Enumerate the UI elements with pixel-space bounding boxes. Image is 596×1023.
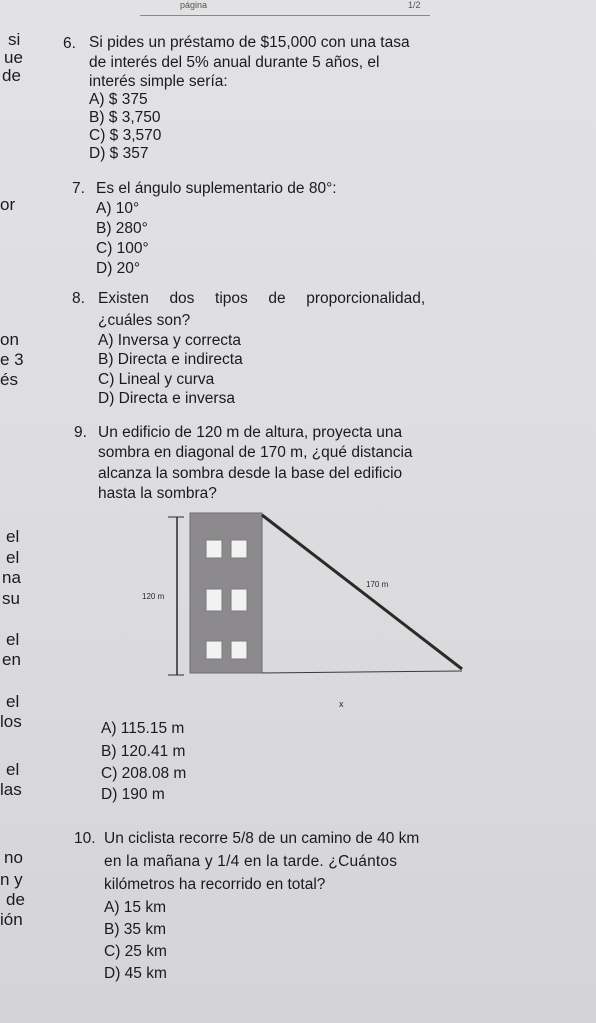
building-window [206, 589, 222, 611]
answer-option: D) 45 km [104, 965, 167, 982]
question-text-line: kilómetros ha recorrido en total? [104, 876, 326, 893]
question-text-line: Un edificio de 120 m de altura, proyecta una [98, 424, 403, 441]
question-number: 6. [63, 35, 76, 52]
shadow-diagonal [262, 515, 462, 669]
question-text-line: ¿cuáles son? [98, 312, 191, 329]
question-text-line: en la mañana y 1/4 en la tarde. ¿Cuántos [104, 853, 398, 870]
question-number: 9. [74, 424, 87, 441]
question-text-line: Si pides un préstamo de $15,000 con una tasa [89, 34, 410, 51]
margin-word: si [8, 30, 21, 49]
margin-word: el [6, 760, 20, 779]
margin-word: el [6, 630, 20, 649]
margin-word: ue [4, 48, 23, 67]
margin-word: las [0, 780, 22, 799]
ground-line [262, 671, 462, 673]
answer-option: D) $ 357 [89, 145, 149, 162]
margin-word: n y [0, 870, 23, 889]
building-shadow-figure [140, 505, 470, 715]
question-text-line: alcanza la sombra desde la base del edificio [98, 465, 403, 482]
answer-option: A) 10° [96, 200, 140, 217]
answer-option: A) $ 375 [89, 91, 148, 108]
question-text-line: hasta la sombra? [98, 485, 217, 502]
answer-option: C) 208.08 m [101, 765, 187, 782]
building [190, 513, 262, 673]
building-window [206, 540, 222, 558]
question-text-line: de interés del 5% anual durante 5 años, el [89, 54, 380, 71]
answer-option: B) 35 km [104, 921, 167, 938]
margin-word: el [6, 548, 20, 567]
question-text-line: Existen dos tipos de proporcionalidad, [98, 290, 426, 307]
answer-option: B) 280° [96, 220, 148, 237]
building-window [206, 641, 222, 659]
answer-option: D) 20° [96, 260, 141, 277]
answer-option: A) Inversa y correcta [98, 332, 241, 349]
diagonal-label: 170 m [366, 580, 389, 589]
building-window [231, 641, 247, 659]
margin-word: de [2, 66, 21, 85]
question-text-line: Es el ángulo suplementario de 80°: [96, 180, 337, 197]
building-window [231, 589, 247, 611]
answer-option: A) 115.15 m [101, 720, 185, 737]
question-text-line: interés simple sería: [89, 73, 228, 90]
answer-option: A) 15 km [104, 899, 167, 916]
answer-option: B) Directa e indirecta [98, 351, 243, 368]
question-number: 7. [72, 180, 85, 197]
header-rule [140, 15, 430, 16]
margin-word: en [2, 650, 21, 669]
margin-word: és [0, 370, 18, 389]
margin-word: su [2, 589, 20, 608]
answer-option: C) $ 3,570 [89, 127, 162, 144]
answer-option: B) 120.41 m [101, 743, 186, 760]
page-header-label: página [180, 0, 208, 10]
building-window [231, 540, 247, 558]
answer-option: D) 190 m [101, 786, 165, 803]
margin-word: or [0, 195, 16, 214]
answer-option: C) 100° [96, 240, 149, 257]
margin-word: el [6, 692, 20, 711]
answer-option: D) Directa e inversa [98, 390, 235, 407]
question-text-line: Un ciclista recorre 5/8 de un camino de 40 km [104, 830, 420, 847]
margin-word: on [0, 330, 19, 349]
margin-word: e 3 [0, 350, 24, 369]
question-number: 8. [72, 290, 85, 307]
answer-option: C) Lineal y curva [98, 371, 215, 388]
answer-option: C) 25 km [104, 943, 167, 960]
question-text-line: sombra en diagonal de 170 m, ¿qué distancia [98, 444, 413, 461]
margin-word: los [0, 712, 22, 731]
base-label: x [339, 699, 344, 709]
question-number: 10. [74, 830, 96, 847]
margin-word: de [6, 890, 25, 909]
answer-option: B) $ 3,750 [89, 109, 161, 126]
margin-word: ión [0, 910, 23, 929]
margin-word: na [2, 568, 21, 587]
height-label: 120 m [142, 592, 165, 601]
margin-word: no [4, 848, 23, 867]
margin-word: el [6, 527, 20, 546]
page-number: 1/2 [408, 0, 421, 10]
